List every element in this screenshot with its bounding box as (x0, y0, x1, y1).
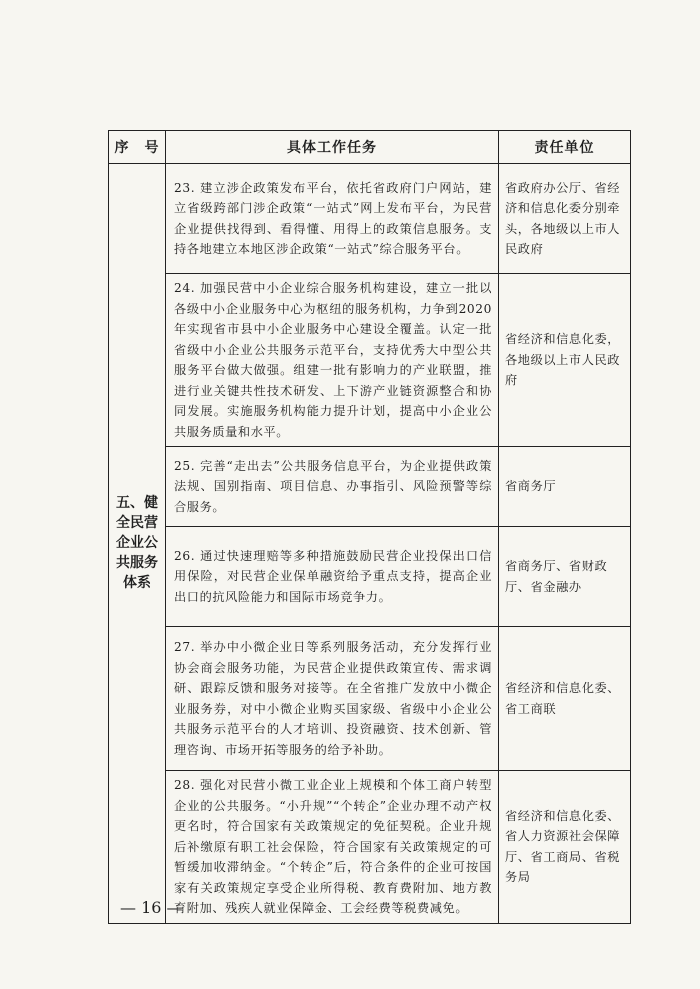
table-row (109, 274, 631, 447)
unit-cell: 省商务厅 (499, 447, 631, 527)
task-table (108, 130, 631, 924)
table-row (109, 627, 631, 771)
unit-cell: 省商务厅、省财政厅、省金融办 (499, 527, 631, 627)
unit-cell: 省政府办公厅、省经济和信息化委分别牵头，各地级以上市人民政府 (499, 164, 631, 274)
task-cell: 25. 完善“走出去”公共服务信息平台，为企业提供政策法规、国别指南、项目信息、办事指引、风险预警等综合服务。 (166, 447, 499, 527)
header-task: 具体工作任务 (166, 131, 499, 164)
task-cell: 26. 通过快速理赔等多种措施鼓励民营企业投保出口信用保险，对民营企业保单融资给予重点支持，提高企业出口的抗风险能力和国际市场竞争力。 (166, 527, 499, 627)
header-index: 序 号 (109, 131, 166, 164)
table-row (109, 164, 631, 274)
task-cell: 23. 建立涉企政策发布平台，依托省政府门户网站，建立省级跨部门涉企政策“一站式”网上发布平台，为民营企业提供找得到、看得懂、用得上的政策信息服务。支持各地建立本地区涉企政策“一站式”综合服务平台。 (166, 164, 499, 274)
task-cell: 28. 强化对民营小微工业企业上规模和个体工商户转型企业的公共服务。“小升规”“个转企”企业办理不动产权更名时，符合国家有关政策规定的免征契税。企业升规后补缴原有职工社会保险，符合国家有关政策规定的可暂缓加收滞纳金。“个转企”后，符合条件的企业可按国家有关政策规定享受企业所得税、教育费附加、地方教育附加、残疾人就业保障金、工会经费等税费减免。 (166, 771, 499, 924)
table-row (109, 527, 631, 627)
header-unit: 责任单位 (499, 131, 631, 164)
unit-cell: 省经济和信息化委、省工商联 (499, 627, 631, 771)
table-header-row (109, 131, 631, 164)
table-row (109, 771, 631, 924)
unit-cell: 省经济和信息化委，各地级以上市人民政府 (499, 274, 631, 447)
task-cell: 24. 加强民营中小企业综合服务机构建设，建立一批以各级中小企业服务中心为枢纽的服务机构，力争到2020年实现省市县中小企业服务中心建设全覆盖。认定一批省级中小企业公共服务示范平台，支持优秀大中型公共服务平台做大做强。组建一批有影响力的产业联盟，推进行业关键共性技术研发、上下游产业链资源整合和协同发展。实施服务机构能力提升计划，提高中小企业公共服务质量和水平。 (166, 274, 499, 447)
table-row (109, 447, 631, 527)
category-cell: 五、健全民营企业公共服务体系 (109, 164, 166, 924)
task-cell: 27. 举办中小微企业日等系列服务活动，充分发挥行业协会商会服务功能，为民营企业提供政策宣传、需求调研、跟踪反馈和服务对接等。在全省推广发放中小微企业服务券，对中小微企业购买国家级、省级中小企业公共服务示范平台的人才培训、投资融资、技术创新、管理咨询、市场开拓等服务的给予补助。 (166, 627, 499, 771)
page-number: — 16 — (120, 898, 183, 917)
unit-cell: 省经济和信息化委、省人力资源社会保障厅、省工商局、省税务局 (499, 771, 631, 924)
